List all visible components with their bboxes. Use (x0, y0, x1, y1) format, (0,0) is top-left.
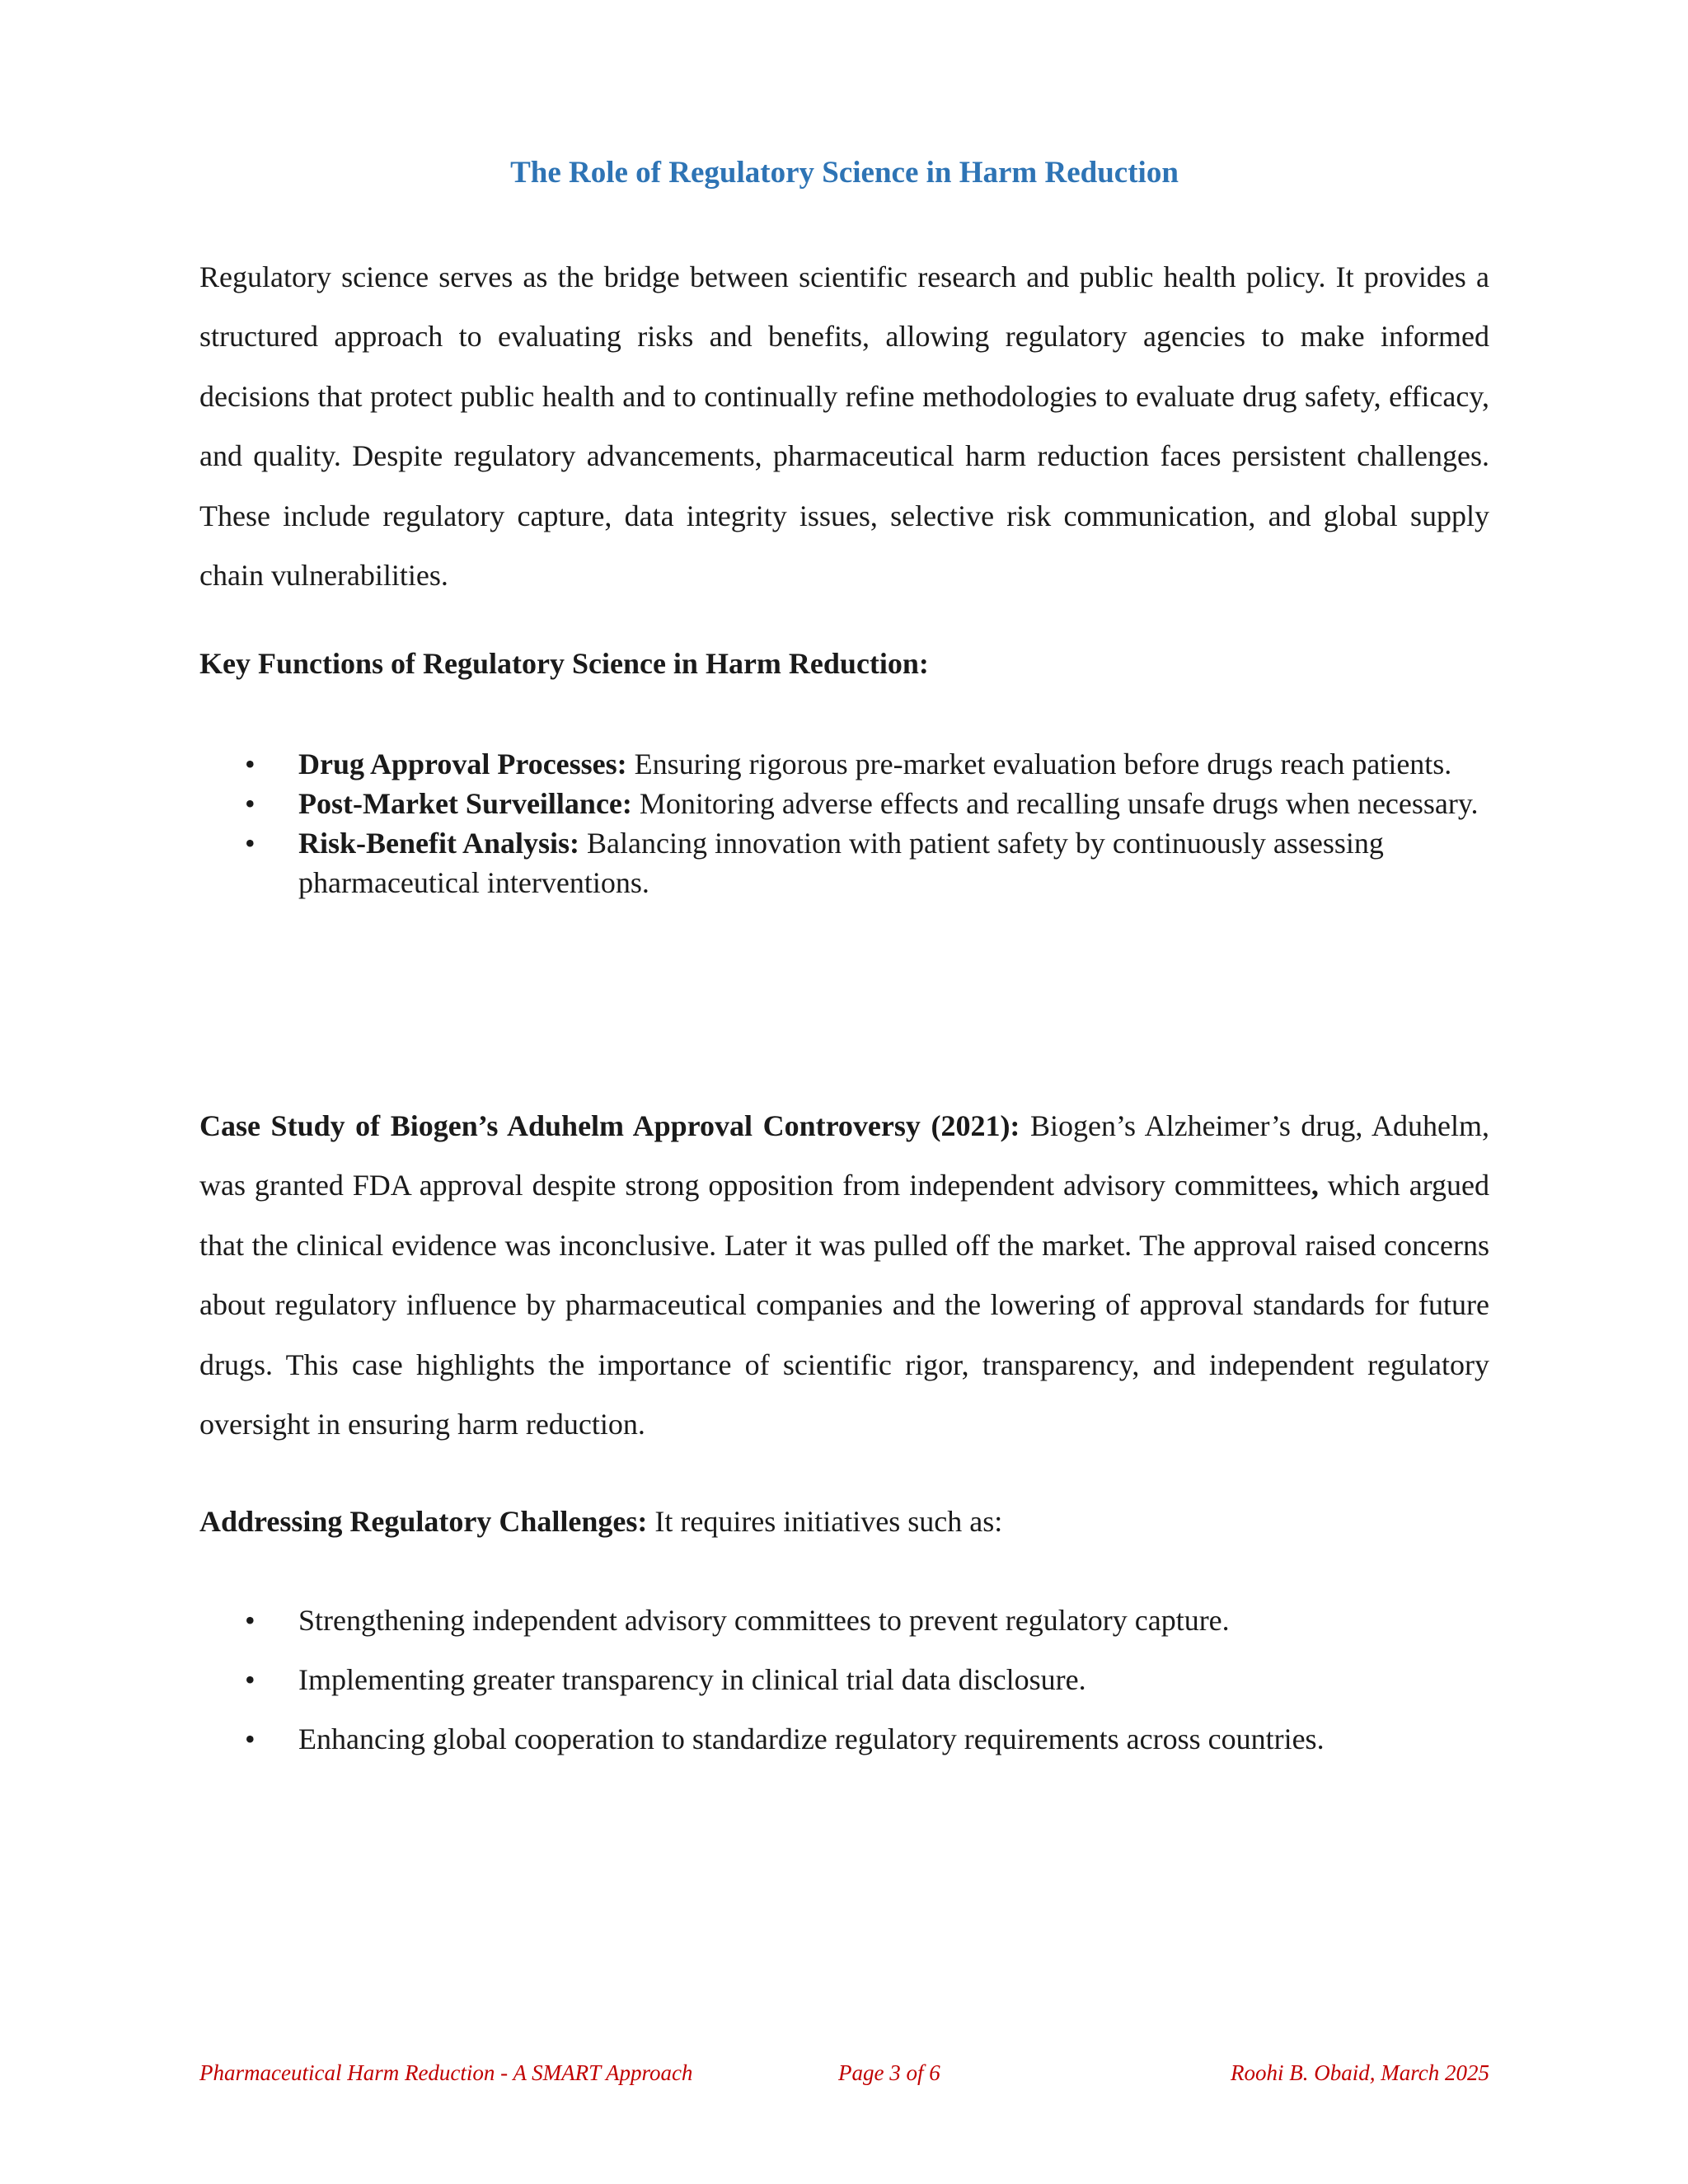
bullet-icon: • (245, 1604, 256, 1637)
bullet-icon: • (245, 1722, 256, 1755)
footer-author-date: Roohi B. Obaid, March 2025 (1231, 2060, 1489, 2085)
list-item (199, 1591, 1489, 1650)
page-footer (199, 2060, 1489, 2093)
key-functions-heading: Key Functions of Regulatory Science in Harm Reduction: (199, 647, 929, 680)
footer-page-number: Page 3 of 6 (838, 2060, 940, 2085)
bullet-icon: • (245, 748, 256, 780)
page-title: The Role of Regulatory Science in Harm Reduction (510, 156, 1179, 190)
list-item-text: Ensuring rigorous pre-market evaluation before drugs reach patients. (626, 748, 1452, 780)
list-item (199, 744, 1489, 784)
list-item-term: Drug Approval Processes: (298, 748, 627, 780)
document-page (199, 0, 1489, 2184)
bullet-icon: • (245, 1663, 256, 1696)
list-item (199, 823, 1489, 902)
case-study-comma: , (1311, 1169, 1319, 1202)
case-study-text-b: which argued that the clinical evidence was inconclusive. Later it was pulled off the market. The approval raised concerns about regulatory influence by pharmaceutical companies and the lowering of approval standards for future drugs. This case highlights the importance of scientific rigor, transparency, and independent regulatory oversight in ensuring harm reduction. (199, 1169, 1489, 1441)
bullet-icon: • (245, 827, 256, 860)
list-item (199, 784, 1489, 823)
challenges-list (199, 1591, 1489, 1769)
list-item-text: Strengthening independent advisory committees to prevent regulatory capture. (298, 1604, 1230, 1637)
intro-paragraph: Regulatory science serves as the bridge between scientific research and public health policy. It provides a structured approach to evaluating risks and benefits, allowing regulatory agencies to make informed decisions that protect public health and to continually refine methodologies to evaluate drug safety, efficacy, and quality. Despite regulatory advancements, pharmaceutical harm reduction faces persistent challenges. These include regulatory capture, data integrity issues, selective risk communication, and global supply chain vulnerabilities. (199, 260, 1489, 593)
list-item (199, 1650, 1489, 1709)
challenges-paragraph (199, 1492, 1002, 1551)
case-study-text-a: Biogen’s Alzheimer’s drug, Aduhelm, was granted FDA approval despite strong opposition from independent advisory committees (199, 1109, 1489, 1202)
list-item-text: Implementing greater transparency in clinical trial data disclosure. (298, 1663, 1086, 1696)
challenges-term: Addressing Regulatory Challenges: (199, 1505, 648, 1538)
list-item-text: Balancing innovation with patient safety by continuously assessing pharmaceutical interventions. (298, 827, 1384, 899)
key-functions-list (199, 744, 1489, 902)
bullet-icon: • (245, 787, 256, 820)
list-item-term: Risk-Benefit Analysis: (298, 827, 580, 860)
case-study-paragraph (199, 1096, 1489, 1454)
list-item-text: Enhancing global cooperation to standardize regulatory requirements across countries. (298, 1722, 1325, 1755)
case-study-term: Case Study of Biogen’s Aduhelm Approval Controversy (2021): (199, 1109, 1020, 1142)
list-item-term: Post-Market Surveillance: (298, 787, 632, 820)
footer-document-title: Pharmaceutical Harm Reduction - A SMART Approach (199, 2060, 693, 2085)
challenges-text: It requires initiatives such as: (647, 1505, 1003, 1538)
list-item-text: Monitoring adverse effects and recalling unsafe drugs when necessary. (631, 787, 1479, 820)
list-item (199, 1709, 1489, 1769)
